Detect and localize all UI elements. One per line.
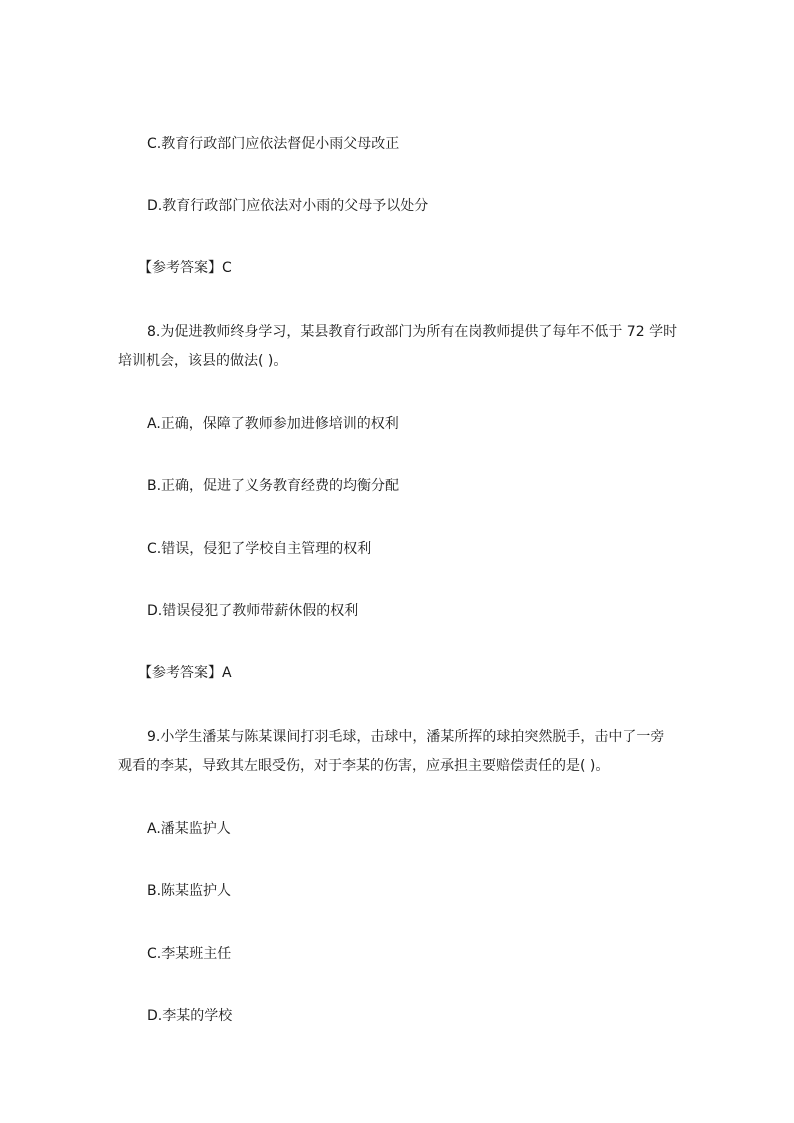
q7-answer: 【参考答案】C [138, 260, 232, 276]
q9-stem-line1: 9.小学生潘某与陈某课间打羽毛球，击球中，潘某所挥的球拍突然脱手，击中了一旁 [147, 729, 665, 745]
q7-option-d: D.教育行政部门应依法对小雨的父母予以处分 [147, 198, 429, 214]
q8-option-b: B.正确，促进了义务教育经费的均衡分配 [147, 478, 400, 494]
q8-answer: 【参考答案】A [138, 665, 232, 681]
q8-option-c: C.错误，侵犯了学校自主管理的权利 [147, 541, 372, 557]
q8-option-a: A.正确，保障了教师参加进修培训的权利 [147, 416, 399, 432]
q9-option-c: C.李某班主任 [147, 946, 232, 962]
q7-option-c: C.教育行政部门应依法督促小雨父母改正 [147, 136, 400, 152]
q8-stem-line1: 8.为促进教师终身学习，某县教育行政部门为所有在岗教师提供了每年不低于 72 学时 [147, 324, 678, 340]
q9-stem-line2: 观看的李某，导致其左眼受伤，对于李某的伤害，应承担主要赔偿责任的是( )。 [118, 758, 610, 774]
q9-option-d: D.李某的学校 [147, 1008, 233, 1024]
q8-option-d: D.错误侵犯了教师带薪休假的权利 [147, 603, 359, 619]
q9-option-b: B.陈某监护人 [147, 883, 232, 899]
q9-option-a: A.潘某监护人 [147, 821, 231, 837]
q8-stem-line2: 培训机会，该县的做法( )。 [118, 353, 288, 369]
